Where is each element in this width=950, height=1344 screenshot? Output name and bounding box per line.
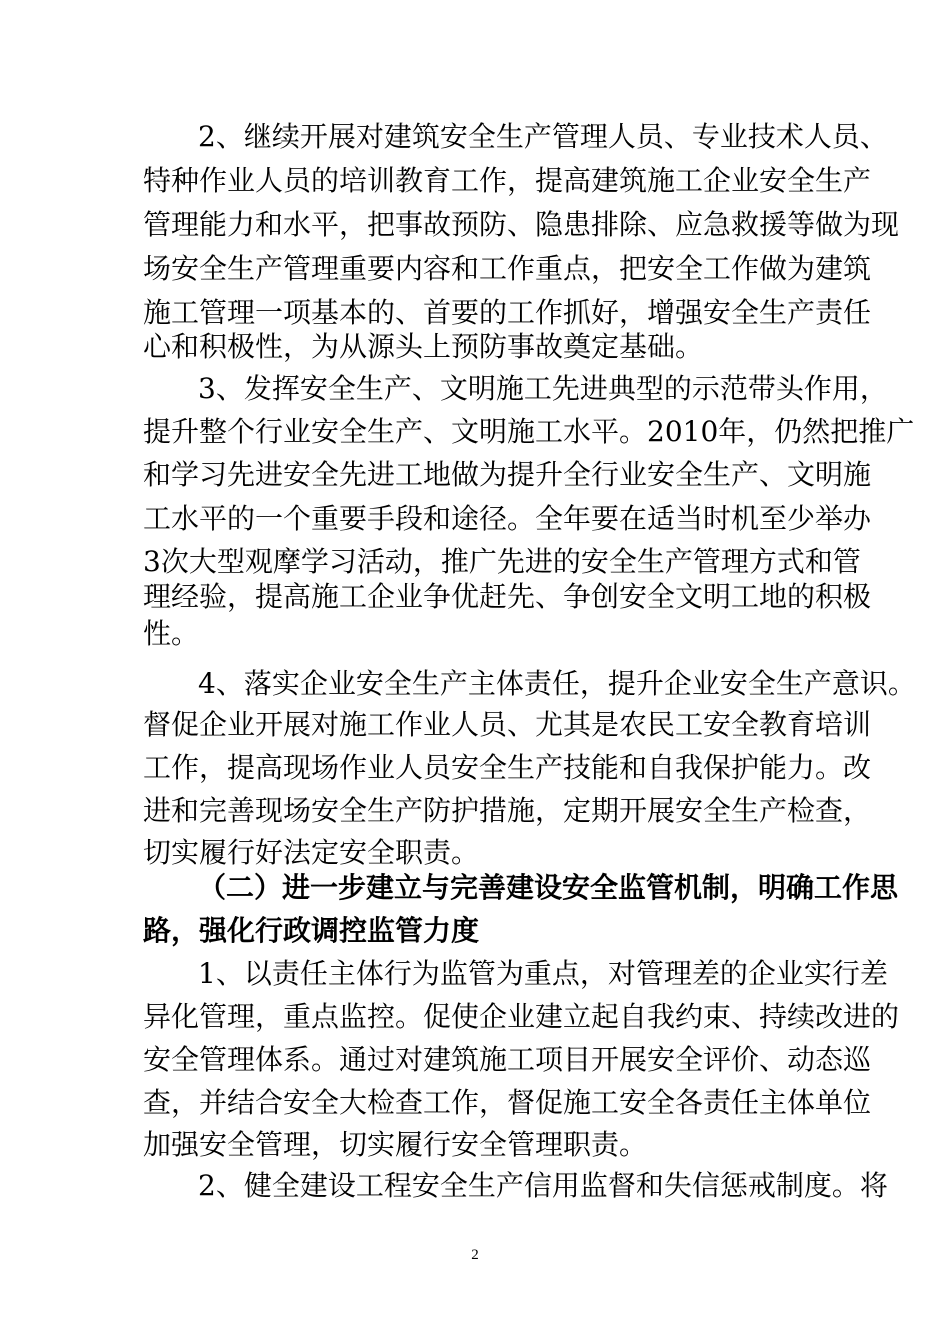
text-line: 安全管理体系。通过对建筑施工项目开展安全评价、动态巡 [143,1043,872,1076]
text-line: 工水平的一个重要手段和途径。全年要在适当时机至少举办 [143,502,872,535]
text-line: 加强安全管理，切实履行安全管理职责。 [143,1128,648,1161]
text-line: 和学习先进安全先进工地做为提升全行业安全生产、文明施 [143,458,872,491]
section-heading: 路，强化行政调控监管力度 [143,914,480,947]
text-line: 心和积极性，为从源头上预防事故奠定基础。 [143,330,704,363]
text-line: 2、继续开展对建筑安全生产管理人员、专业技术人员、 [198,120,888,153]
text-line: 4、落实企业安全生产主体责任，提升企业安全生产意识。 [198,667,916,700]
text-line: 工作，提高现场作业人员安全生产技能和自我保护能力。改 [143,751,872,784]
text-line: 督促企业开展对施工作业人员、尤其是农民工安全教育培训 [143,708,872,741]
text-line: 3、发挥安全生产、文明施工先进典型的示范带头作用， [198,372,888,405]
page-number: 2 [471,1247,479,1263]
text-line: 查，并结合安全大检查工作，督促施工安全各责任主体单位 [143,1086,872,1119]
text-line: 特种作业人员的培训教育工作，提高建筑施工企业安全生产 [143,164,872,197]
text-line: 2、健全建设工程安全生产信用监督和失信惩戒制度。将 [198,1169,888,1202]
text-line: 3次大型观摩学习活动，推广先进的安全生产管理方式和管 [143,545,861,578]
text-line: 性。 [143,617,200,650]
text-line: 施工管理一项基本的、首要的工作抓好，增强安全生产责任 [143,296,872,329]
text-line: 切实履行好法定安全职责。 [143,836,480,869]
text-line: 进和完善现场安全生产防护措施，定期开展安全生产检查， [143,794,872,827]
text-line: 异化管理，重点监控。促使企业建立起自我约束、持续改进的 [143,1000,900,1033]
text-line: 提升整个行业安全生产、文明施工水平。2010年，仍然把推广 [143,415,915,448]
text-line: 场安全生产管理重要内容和工作重点，把安全工作做为建筑 [143,252,872,285]
text-line: 管理能力和水平，把事故预防、隐患排除、应急救援等做为现 [143,208,900,241]
text-line: 1、以责任主体行为监管为重点，对管理差的企业实行差 [198,957,888,990]
text-line: 理经验，提高施工企业争优赶先、争创安全文明工地的积极 [143,580,872,613]
section-heading: （二）进一步建立与完善建设安全监管机制，明确工作思 [198,871,899,904]
